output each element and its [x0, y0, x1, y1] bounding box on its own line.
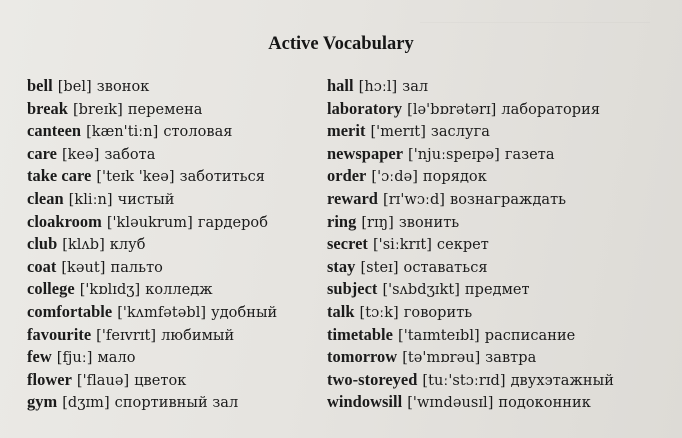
- entry-translation: оставаться: [403, 259, 488, 276]
- entry-translation: мало: [97, 350, 136, 367]
- entry-translation: двухэтажный: [510, 372, 614, 389]
- vocabulary-column-left: [27, 75, 277, 414]
- entry-transcription: [tuː'stɔːrɪd]: [422, 372, 506, 389]
- entry-word: few: [27, 347, 52, 367]
- entry-word: break: [27, 98, 68, 118]
- entry-word: merit: [327, 121, 366, 141]
- entry-transcription: [hɔːl]: [358, 79, 398, 95]
- entry-transcription: ['kʌmfətəbl]: [117, 304, 207, 321]
- entry-transcription: [fjuː]: [56, 350, 93, 367]
- vocabulary-entry: [27, 120, 277, 143]
- vocabulary-entry: [327, 165, 614, 188]
- entry-word: flower: [27, 369, 72, 389]
- vocabulary-entry: [327, 75, 614, 98]
- vocabulary-entry: [327, 98, 614, 121]
- entry-transcription: [rɪ'wɔːd]: [382, 191, 446, 208]
- entry-word: secret: [327, 234, 368, 254]
- entry-translation: звонить: [398, 214, 460, 231]
- entry-translation: столовая: [163, 124, 233, 141]
- entry-transcription: [steɪ]: [360, 259, 399, 276]
- entry-word: comfortable: [27, 301, 113, 321]
- vocabulary-entry: [27, 346, 277, 369]
- vocabulary-entry: [27, 75, 277, 98]
- entry-word: reward: [327, 188, 378, 208]
- vocabulary-entry: [327, 369, 614, 392]
- entry-word: coat: [27, 256, 57, 276]
- entry-translation: секрет: [436, 237, 489, 254]
- vocabulary-entry: [27, 391, 277, 414]
- entry-transcription: ['merɪt]: [370, 124, 426, 141]
- entry-word: windowsill: [327, 392, 403, 412]
- entry-translation: любимый: [161, 327, 235, 344]
- entry-translation: колледж: [145, 282, 213, 299]
- vocabulary-entry: [27, 233, 277, 256]
- entry-word: bell: [27, 76, 53, 95]
- entry-translation: чистый: [117, 191, 175, 208]
- entry-translation: удобный: [211, 304, 278, 321]
- entry-transcription: ['sʌbdʒɪkt]: [382, 282, 460, 299]
- vocabulary-entry: [327, 188, 614, 211]
- entry-word: college: [27, 279, 75, 299]
- entry-word: ring: [327, 211, 357, 231]
- section-title: Active Vocabulary: [268, 34, 414, 54]
- vocabulary-entry: [27, 211, 277, 234]
- entry-translation: лаборатория: [501, 101, 601, 118]
- entry-transcription: [rɪŋ]: [361, 214, 394, 231]
- entry-translation: расписание: [484, 327, 576, 344]
- vocabulary-entry: [27, 324, 277, 347]
- entry-word: club: [27, 234, 58, 254]
- entry-transcription: ['ɔːdə]: [371, 169, 418, 186]
- entry-word: gym: [27, 392, 58, 412]
- entry-word: laboratory: [327, 98, 403, 118]
- vocabulary-entry: [327, 301, 614, 324]
- entry-transcription: ['wɪndəusɪl]: [407, 395, 494, 412]
- entry-transcription: [lə'bɒrətərɪ]: [407, 101, 497, 118]
- entry-word: favourite: [27, 324, 92, 344]
- vocabulary-entry: [27, 301, 277, 324]
- vocabulary-entry: [327, 211, 614, 234]
- entry-transcription: [kæn'tiːn]: [86, 124, 159, 141]
- entry-translation: цветок: [134, 372, 187, 389]
- vocabulary-entry: [27, 188, 277, 211]
- entry-word: cloakroom: [27, 211, 102, 231]
- entry-translation: газета: [504, 146, 555, 163]
- entry-translation: заслуга: [430, 124, 490, 141]
- entry-translation: заботиться: [179, 169, 265, 186]
- entry-transcription: ['kɒlɪdʒ]: [79, 282, 141, 299]
- entry-transcription: [keə]: [61, 146, 100, 163]
- vocabulary-entry: [27, 143, 277, 166]
- entry-transcription: [tɔːk]: [359, 304, 399, 321]
- entry-transcription: [bel]: [57, 79, 92, 95]
- entry-word: two-storeyed: [327, 369, 418, 389]
- vocabulary-entry: [327, 278, 614, 301]
- entry-transcription: ['kləukrum]: [106, 214, 193, 231]
- entry-translation: забота: [104, 146, 156, 163]
- entry-transcription: [kəut]: [61, 259, 106, 276]
- entry-translation: предмет: [464, 282, 530, 299]
- entry-translation: гардероб: [197, 214, 268, 231]
- vocabulary-entry: [327, 143, 614, 166]
- vocabulary-entry: [327, 233, 614, 256]
- entry-transcription: ['njuːspeɪpə]: [408, 146, 500, 163]
- entry-word: timetable: [327, 324, 393, 344]
- entry-word: take care: [27, 166, 92, 186]
- entry-word: stay: [327, 256, 356, 276]
- vocabulary-entry: [327, 256, 614, 279]
- entry-translation: зал: [402, 79, 429, 95]
- entry-transcription: ['feɪvrɪt]: [96, 327, 157, 344]
- vocabulary-entry: [327, 120, 614, 143]
- entry-translation: завтра: [485, 350, 537, 367]
- entry-transcription: [tə'mɒrəu]: [402, 350, 481, 367]
- vocabulary-entry: [327, 324, 614, 347]
- entry-word: hall: [327, 76, 354, 95]
- vocabulary-entry: [327, 346, 614, 369]
- entry-word: talk: [327, 301, 355, 321]
- vocabulary-entry: [27, 369, 277, 392]
- entry-word: tomorrow: [327, 347, 398, 367]
- entry-transcription: [breɪk]: [72, 101, 123, 118]
- entry-translation: звонок: [96, 79, 150, 95]
- entry-transcription: [kliːn]: [68, 191, 113, 208]
- entry-word: order: [327, 166, 367, 186]
- vocabulary-entry: [27, 98, 277, 121]
- vocabulary-entry: [27, 256, 277, 279]
- entry-translation: спортивный зал: [114, 395, 239, 412]
- entry-transcription: ['teɪk 'keə]: [96, 169, 175, 186]
- entry-word: canteen: [27, 121, 82, 141]
- entry-word: clean: [27, 188, 64, 208]
- vocabulary-entry: [27, 278, 277, 301]
- entry-translation: вознаграждать: [450, 191, 567, 208]
- entry-translation: перемена: [127, 101, 203, 118]
- entry-translation: подоконник: [498, 395, 591, 412]
- entry-word: newspaper: [327, 143, 404, 163]
- entry-transcription: ['taɪmteɪbl]: [398, 327, 480, 344]
- entry-word: subject: [327, 279, 378, 299]
- entry-transcription: ['siːkrɪt]: [372, 237, 432, 254]
- entry-translation: клуб: [109, 237, 146, 254]
- entry-transcription: [dʒɪm]: [62, 395, 110, 412]
- vocabulary-entry: [27, 165, 277, 188]
- vocabulary-entry: [327, 391, 614, 414]
- entry-word: care: [27, 143, 57, 163]
- entry-transcription: ['flauə]: [76, 372, 130, 389]
- entry-translation: порядок: [422, 169, 487, 186]
- entry-translation: пальто: [110, 259, 163, 276]
- entry-transcription: [klʌb]: [62, 237, 105, 254]
- entry-translation: говорить: [403, 304, 473, 321]
- vocabulary-column-right: [327, 75, 614, 414]
